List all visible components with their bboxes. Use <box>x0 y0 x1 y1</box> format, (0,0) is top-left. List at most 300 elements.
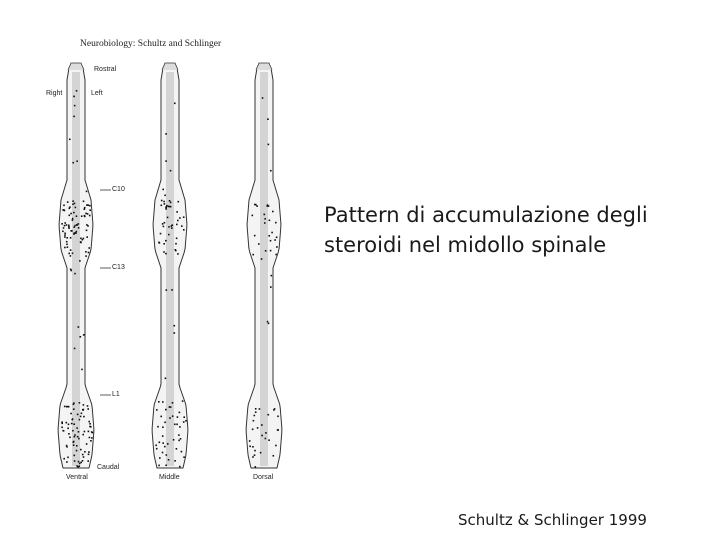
labelled-cell <box>268 439 270 441</box>
labelled-cell <box>256 205 258 207</box>
labelled-cell <box>172 224 174 226</box>
labelled-cell <box>63 458 65 460</box>
labelled-cell <box>252 446 254 448</box>
labelled-cell <box>269 220 271 222</box>
labelled-cell <box>174 103 176 105</box>
labelled-cell <box>64 233 66 235</box>
labelled-cell <box>84 451 86 453</box>
labelled-cell <box>80 336 82 338</box>
labelled-cell <box>268 235 270 237</box>
labelled-cell <box>78 438 80 440</box>
labelled-cell <box>167 443 169 445</box>
labelled-cell <box>273 455 275 457</box>
labelled-cell <box>74 348 76 350</box>
labelled-cell <box>252 215 254 217</box>
labelled-cell <box>158 465 160 467</box>
labelled-cell <box>73 212 75 214</box>
labelled-cell <box>170 406 172 408</box>
labelled-cell <box>78 223 80 225</box>
labelled-cell <box>265 438 267 440</box>
labelled-cell <box>163 226 165 228</box>
labelled-cell <box>70 249 72 251</box>
labelled-cell <box>64 406 66 408</box>
labelled-cell <box>173 439 175 441</box>
labelled-cell <box>73 423 75 425</box>
labelled-cell <box>72 430 74 432</box>
labelled-cell <box>86 230 88 232</box>
labelled-cell <box>268 323 270 325</box>
labelled-cell <box>70 413 72 415</box>
labelled-cell <box>69 208 71 210</box>
labelled-cell <box>70 230 72 232</box>
labelled-cell <box>64 234 66 236</box>
labelled-cell <box>176 224 178 226</box>
labelled-cell <box>88 247 90 249</box>
labelled-cell <box>185 420 187 422</box>
labelled-cell <box>264 214 266 216</box>
labelled-cell <box>67 246 69 248</box>
labelled-cell <box>163 251 165 253</box>
labelled-cell <box>72 162 74 164</box>
labelled-cell <box>253 420 255 422</box>
labelled-cell <box>176 211 178 213</box>
labelled-cell <box>64 247 66 249</box>
labelled-cell <box>87 405 89 407</box>
labelled-cell <box>261 258 263 260</box>
caudal-label: Caudal <box>97 464 120 471</box>
labelled-cell <box>254 204 256 206</box>
labelled-cell <box>179 426 181 428</box>
labelled-cell <box>71 423 73 425</box>
labelled-cell <box>183 416 185 418</box>
labelled-cell <box>73 442 75 444</box>
labelled-cell <box>68 227 70 229</box>
labelled-cell <box>66 461 68 463</box>
cord-dorsal <box>246 63 282 468</box>
labelled-cell <box>166 454 168 456</box>
labelled-cell <box>70 269 72 271</box>
labelled-cell <box>175 243 177 245</box>
labelled-cell <box>72 200 74 202</box>
labelled-cell <box>265 432 267 434</box>
labelled-cell <box>62 209 64 211</box>
labelled-cell <box>177 416 179 418</box>
labelled-cell <box>66 241 68 243</box>
labelled-cell <box>167 217 169 219</box>
labelled-cell <box>78 461 80 463</box>
labelled-cell <box>76 215 78 217</box>
labelled-cell <box>162 452 164 454</box>
labelled-cell <box>155 445 157 447</box>
labelled-cell <box>74 273 76 275</box>
labelled-cell <box>169 417 171 419</box>
labelled-cell <box>89 423 91 425</box>
dorsal-label: Dorsal <box>253 474 274 481</box>
ventral-label: Ventral <box>66 474 88 481</box>
labelled-cell <box>267 118 269 120</box>
labelled-cell <box>271 275 273 277</box>
labelled-cell <box>74 436 76 438</box>
labelled-cell <box>272 211 274 213</box>
labelled-cell <box>175 250 177 252</box>
labelled-cell <box>275 222 277 224</box>
labelled-cell <box>67 428 69 430</box>
labelled-cell <box>76 224 78 226</box>
cord-outline <box>246 68 282 468</box>
labelled-cell <box>88 421 90 423</box>
labelled-cell <box>74 105 76 107</box>
cord-cap <box>256 63 272 70</box>
labelled-cell <box>270 250 272 252</box>
labelled-cell <box>63 227 65 229</box>
labelled-cell <box>273 409 275 411</box>
labelled-cell <box>179 217 181 219</box>
labelled-cell <box>92 432 94 434</box>
labelled-cell <box>83 334 85 336</box>
labelled-cell <box>254 454 256 456</box>
labelled-cell <box>162 401 164 403</box>
labelled-cell <box>267 321 269 323</box>
labelled-cell <box>166 289 168 291</box>
labelled-cell <box>66 237 68 239</box>
labelled-cell <box>274 239 276 241</box>
labelled-cell <box>268 205 270 207</box>
rostral-label: Rostral <box>94 66 117 73</box>
slide-title <box>324 200 714 260</box>
labelled-cell <box>68 253 70 255</box>
labelled-cell <box>249 440 251 442</box>
labelled-cell <box>260 452 262 454</box>
labelled-cell <box>62 231 64 233</box>
labelled-cell <box>168 226 170 228</box>
labelled-cell <box>85 255 87 257</box>
labelled-cell <box>161 200 163 202</box>
labelled-cell <box>79 260 81 262</box>
labelled-cell <box>78 431 80 433</box>
labelled-cell <box>61 423 63 425</box>
labelled-cell <box>66 244 68 246</box>
labelled-cell <box>277 429 279 431</box>
citation: Schultz & Schlinger 1999 <box>458 511 647 529</box>
cord-cap <box>162 63 178 70</box>
labelled-cell <box>165 253 167 255</box>
labelled-cell <box>73 96 75 98</box>
labelled-cell <box>84 215 86 217</box>
labelled-cell <box>66 406 68 408</box>
labelled-cell <box>161 205 163 207</box>
labelled-cell <box>252 429 254 431</box>
labelled-cell <box>174 332 176 334</box>
labelled-cell <box>70 213 72 215</box>
labelled-cell <box>262 97 264 99</box>
labelled-cell <box>78 227 80 229</box>
cord-middle <box>152 63 188 468</box>
labelled-cell <box>76 160 78 162</box>
labelled-cell <box>64 222 66 224</box>
labelled-cell <box>68 406 70 408</box>
labelled-cell <box>66 224 68 226</box>
labelled-cell <box>254 450 256 452</box>
labelled-cell <box>88 454 90 456</box>
labelled-cell <box>89 209 91 211</box>
labelled-cell <box>255 408 257 410</box>
labelled-cell <box>159 442 161 444</box>
labelled-cell <box>164 446 166 448</box>
l1-label: L1 <box>112 391 120 398</box>
labelled-cell <box>90 440 92 442</box>
labelled-cell <box>177 253 179 255</box>
title-line-2: steroidi nel midollo spinale <box>324 233 607 257</box>
labelled-cell <box>73 402 75 404</box>
labelled-cell <box>84 431 86 433</box>
labelled-cell <box>163 201 165 203</box>
labelled-cell <box>82 239 84 241</box>
labelled-cell <box>160 233 162 235</box>
labelled-cell <box>76 450 78 452</box>
labelled-cell <box>76 90 78 92</box>
labelled-cell <box>76 465 78 467</box>
labelled-cell <box>275 254 277 256</box>
labelled-cell <box>178 440 180 442</box>
labelled-cell <box>63 430 65 432</box>
labelled-cell <box>89 426 91 428</box>
labelled-cell <box>162 426 164 428</box>
labelled-cell <box>183 216 185 218</box>
labelled-cell <box>87 460 89 462</box>
labelled-cell <box>68 226 70 228</box>
labelled-cell <box>159 457 161 459</box>
labelled-cell <box>169 200 171 202</box>
labelled-cell <box>171 289 173 291</box>
labelled-cell <box>271 232 273 234</box>
labelled-cell <box>86 236 88 238</box>
labelled-cell <box>69 215 71 217</box>
labelled-cell <box>270 286 272 288</box>
labelled-cell <box>87 408 89 410</box>
labelled-cell <box>75 232 77 234</box>
labelled-cell <box>164 222 166 224</box>
labelled-cell <box>268 144 270 146</box>
labelled-cell <box>158 401 160 403</box>
middle-label: Middle <box>159 474 180 481</box>
labelled-cell <box>168 459 170 461</box>
labelled-cell <box>174 424 176 426</box>
labelled-cell <box>252 456 254 458</box>
labelled-cell <box>63 205 65 207</box>
labelled-cell <box>174 460 176 462</box>
labelled-cell <box>87 204 89 206</box>
labelled-cell <box>157 426 159 428</box>
labelled-cell <box>68 424 70 426</box>
labelled-cell <box>61 223 63 225</box>
labelled-cell <box>80 449 82 451</box>
labelled-cell <box>163 243 165 245</box>
left-label: Left <box>91 90 103 97</box>
labelled-cell <box>264 218 266 220</box>
labelled-cell <box>66 446 68 448</box>
labelled-cell <box>81 369 83 371</box>
labelled-cell <box>264 222 266 224</box>
labelled-cell <box>83 404 85 406</box>
labelled-cell <box>81 215 83 217</box>
labelled-cell <box>74 203 76 205</box>
labelled-cell <box>181 451 183 453</box>
labelled-cell <box>74 225 76 227</box>
labelled-cell <box>172 415 174 417</box>
labelled-cell <box>64 225 66 227</box>
labelled-cell <box>70 255 72 257</box>
labelled-cell <box>276 237 278 239</box>
labelled-cell <box>178 201 180 203</box>
figure-header: Neurobiology: Schultz and Schlinger <box>80 39 222 49</box>
labelled-cell <box>68 433 70 435</box>
labelled-cell <box>249 446 251 448</box>
cord-outline <box>58 68 94 468</box>
labelled-cell <box>270 240 272 242</box>
labelled-cell <box>70 237 72 239</box>
labelled-cell <box>87 225 89 227</box>
labelled-cell <box>73 444 75 446</box>
labelled-cell <box>74 434 76 436</box>
labelled-cell <box>258 243 260 245</box>
labelled-cell <box>176 448 178 450</box>
labelled-cell <box>174 325 176 327</box>
labelled-cell <box>73 116 75 118</box>
labelled-cell <box>78 326 80 328</box>
labelled-cell <box>79 465 81 467</box>
labelled-cell <box>88 431 90 433</box>
labelled-cell <box>69 139 71 141</box>
labelled-cell <box>169 406 171 408</box>
labelled-cell <box>68 225 70 227</box>
labelled-cell <box>83 456 85 458</box>
labelled-cell <box>165 160 167 162</box>
labelled-cell <box>72 253 74 255</box>
labelled-cell <box>75 207 77 209</box>
labelled-cell <box>88 252 90 254</box>
labelled-cell <box>160 416 162 418</box>
labelled-cell <box>82 460 84 462</box>
labelled-cell <box>177 220 179 222</box>
labelled-cell <box>83 416 85 418</box>
labelled-cell <box>259 408 261 410</box>
labelled-cell <box>277 416 279 418</box>
labelled-cell <box>87 213 89 215</box>
labelled-cell <box>268 414 270 416</box>
labelled-cell <box>164 422 166 424</box>
labelled-cell <box>165 240 167 242</box>
labelled-cell <box>64 236 66 238</box>
labelled-cell <box>169 206 171 208</box>
labelled-cell <box>183 421 185 423</box>
labelled-cell <box>183 229 185 231</box>
labelled-cell <box>91 437 93 439</box>
labelled-cell <box>261 435 263 437</box>
labelled-cell <box>265 250 267 252</box>
labelled-cell <box>165 133 167 135</box>
labelled-cell <box>67 457 69 459</box>
labelled-cell <box>79 402 81 404</box>
cord-ventral <box>58 63 94 468</box>
labelled-cell <box>255 411 257 413</box>
labelled-cell <box>77 414 79 416</box>
labelled-cell <box>254 235 256 237</box>
labelled-cell <box>164 195 166 197</box>
labelled-cell <box>170 170 172 172</box>
labelled-cell <box>165 208 167 210</box>
labelled-cell <box>168 234 170 236</box>
labelled-cell <box>76 427 78 429</box>
level-markers <box>100 190 111 395</box>
labelled-cell <box>66 422 68 424</box>
labelled-cell <box>178 434 180 436</box>
labelled-cell <box>165 206 167 208</box>
labelled-cell <box>82 409 84 411</box>
labelled-cell <box>72 419 74 421</box>
labelled-cell <box>74 226 76 228</box>
labelled-cell <box>165 465 167 467</box>
labelled-cell <box>179 466 181 468</box>
labelled-cell <box>88 451 90 453</box>
labelled-cell <box>77 436 79 438</box>
labelled-cell <box>80 238 82 240</box>
c13-label: C13 <box>112 264 125 271</box>
labelled-cell <box>80 462 82 464</box>
labelled-cell <box>164 203 166 205</box>
labelled-cell <box>79 419 81 421</box>
labelled-cell <box>82 454 84 456</box>
labelled-cell <box>61 427 63 429</box>
labelled-cell <box>162 189 164 191</box>
labelled-cell <box>72 204 74 206</box>
labelled-cell <box>80 416 82 418</box>
spinal-cord-columns <box>58 63 282 468</box>
labelled-cell <box>82 434 84 436</box>
labelled-cell <box>79 463 81 465</box>
labelled-cell <box>89 205 91 207</box>
labelled-cell <box>181 225 183 227</box>
c10-label: C10 <box>112 186 125 193</box>
labelled-cell <box>257 427 259 429</box>
labelled-cell <box>89 437 91 439</box>
labelled-cell <box>170 202 172 204</box>
labelled-cell <box>84 207 86 209</box>
labelled-cell <box>67 201 69 203</box>
labelled-cell <box>176 424 178 426</box>
labelled-cell <box>85 251 87 253</box>
labelled-cell <box>72 219 74 221</box>
labelled-cell <box>254 415 256 417</box>
labelled-cell <box>156 448 158 450</box>
labelled-cell <box>86 443 88 445</box>
labelled-cell <box>84 208 86 210</box>
labelled-cell <box>69 437 71 439</box>
labelled-cell <box>159 242 161 244</box>
labelled-cell <box>80 241 82 243</box>
labelled-cell <box>270 170 272 172</box>
labelled-cell <box>165 409 167 411</box>
labelled-cell <box>172 402 174 404</box>
labelled-cell <box>162 442 164 444</box>
labelled-cell <box>162 435 164 437</box>
labelled-cell <box>261 424 263 426</box>
labelled-cell <box>89 215 91 217</box>
labelled-cell <box>276 246 278 248</box>
labelled-cell <box>76 231 78 233</box>
labelled-cell <box>165 378 167 380</box>
labelled-cell <box>156 409 158 411</box>
labelled-cell <box>73 408 75 410</box>
